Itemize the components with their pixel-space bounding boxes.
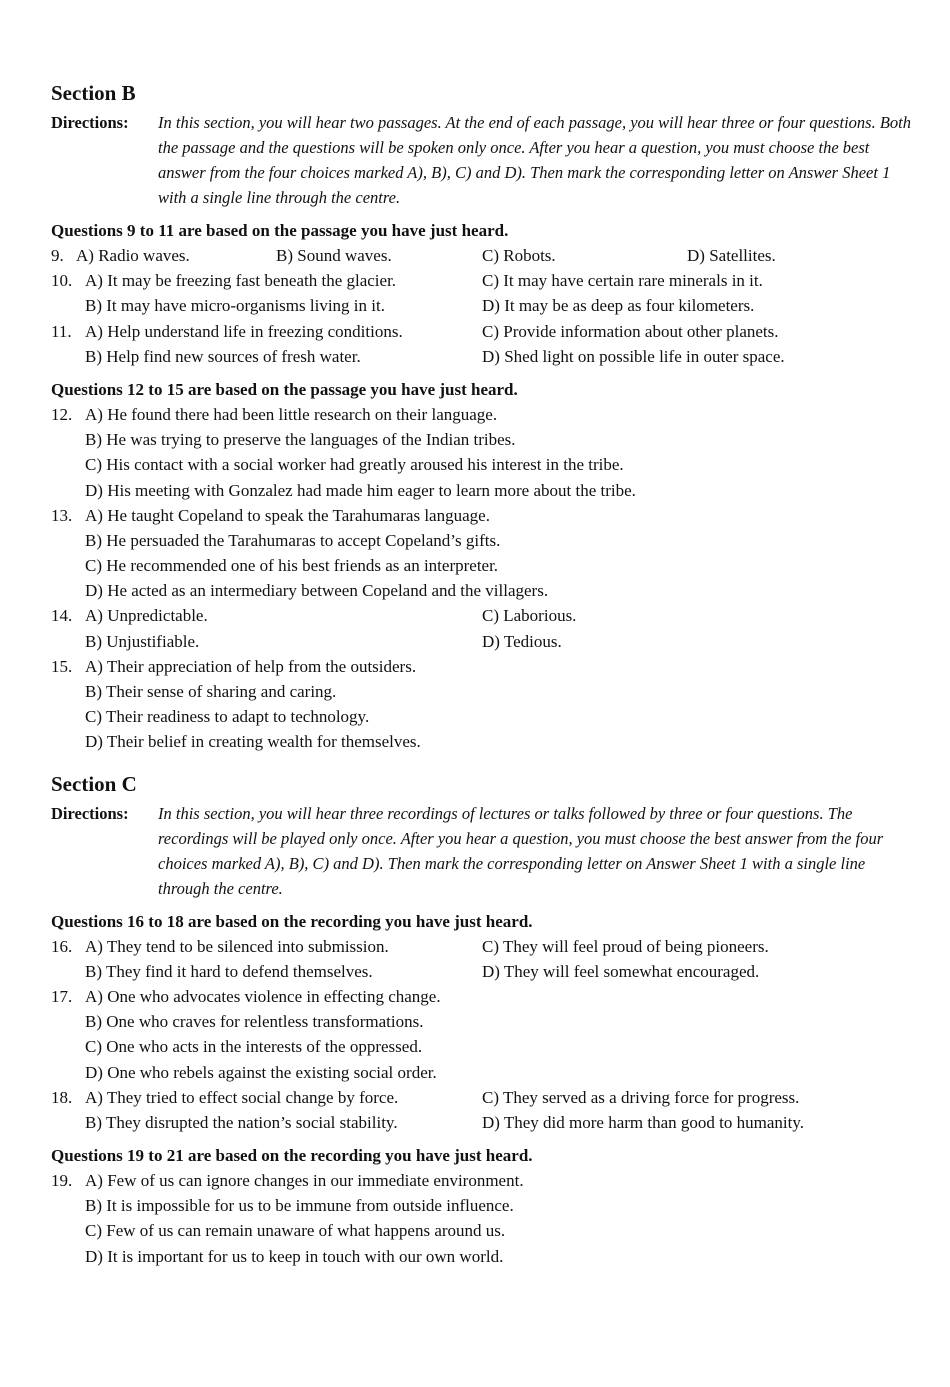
section-c-directions (51, 801, 911, 901)
question-number: 11. (51, 321, 72, 341)
option-b: B) Their sense of sharing and caring. (85, 682, 337, 701)
question-number: 15. (51, 656, 73, 676)
section-b-directions (51, 110, 911, 210)
option-c: C) Few of us can remain unaware of what happens around us. (85, 1221, 506, 1241)
question-group-heading: Questions 16 to 18 are based on the recording you have just heard. (51, 911, 533, 931)
option-c: C) He recommended one of his best friends as an interpreter. (85, 556, 499, 576)
option-d: D) Tedious. (482, 631, 562, 651)
directions-text: In this section, you will hear three recordings of lectures or talks followed by three or four questions. The recordings will be played only once. After you hear a question, you must choose the best answer from the four choices marked A), B), C) and D). Then mark the corresponding letter on Answer Sheet 1 with a single line through the centre. (158, 803, 884, 898)
question-group-heading: Questions 19 to 21 are based on the recording you have just heard. (51, 1146, 533, 1166)
directions-label: Directions: (51, 803, 129, 823)
question-number: 16. (51, 936, 73, 956)
option-c: C) They will feel proud of being pioneers. (482, 936, 769, 956)
question-number: 9. (51, 246, 64, 265)
option-b: B) He persuaded the Tarahumaras to accept Copeland’s gifts. (85, 530, 501, 550)
option-b: B) Sound waves. (276, 246, 392, 265)
section-c-title: Section C (51, 771, 137, 796)
option-d: D) He acted as an intermediary between Copeland and the villagers. (85, 581, 549, 601)
option-a: A) Help understand life in freezing conditions. (85, 321, 403, 341)
option-c: C) They served as a driving force for progress. (482, 1087, 800, 1107)
question-19 (51, 1168, 911, 1269)
option-d: D) They will feel somewhat encouraged. (482, 961, 760, 981)
question-17 (51, 984, 911, 1085)
option-a: A) Few of us can ignore changes in our immediate environment. (85, 1171, 524, 1191)
question-14 (51, 603, 911, 653)
option-b: B) Unjustifiable. (85, 631, 200, 651)
option-a: A) They tried to effect social change by force. (85, 1087, 399, 1107)
option-a: A) Their appreciation of help from the outsiders. (85, 656, 417, 676)
option-d: D) One who rebels against the existing social order. (85, 1062, 437, 1082)
option-b: B) They find it hard to defend themselves. (85, 961, 373, 981)
option-a: A) He found there had been little research on their language. (85, 404, 498, 424)
option-c: C) It may have certain rare minerals in it. (482, 271, 763, 291)
question-number: 12. (51, 404, 73, 424)
option-d: D) It may be as deep as four kilometers. (482, 296, 755, 316)
option-c: C) Provide information about other planets. (482, 321, 779, 341)
question-number: 14. (51, 606, 73, 626)
option-a: A) Radio waves. (76, 246, 190, 265)
option-a: A) One who advocates violence in effecting change. (85, 986, 441, 1006)
directions-label: Directions: (51, 113, 129, 132)
option-b: B) One who craves for relentless transformations. (85, 1012, 424, 1032)
question-group-heading: Questions 9 to 11 are based on the passage you have just heard. (51, 221, 509, 240)
question-15 (51, 654, 911, 755)
question-number: 19. (51, 1171, 73, 1191)
question-10 (51, 268, 911, 318)
option-a: A) Unpredictable. (85, 606, 208, 626)
option-d: D) Shed light on possible life in outer space. (482, 346, 785, 366)
section-b-title: Section B (51, 81, 136, 105)
option-c: C) His contact with a social worker had greatly aroused his interest in the tribe. (85, 455, 624, 475)
question-number: 10. (51, 271, 73, 291)
option-d: D) They did more harm than good to humanity. (482, 1112, 804, 1132)
option-a: A) He taught Copeland to speak the Tarahumaras language. (85, 505, 490, 525)
option-d: D) It is important for us to keep in touch with our own world. (85, 1246, 504, 1266)
option-a: A) It may be freezing fast beneath the glacier. (85, 271, 397, 291)
option-c: C) One who acts in the interests of the oppressed. (85, 1037, 423, 1057)
option-b: B) They disrupted the nation’s social stability. (85, 1112, 398, 1132)
question-number: 13. (51, 505, 73, 525)
option-b: B) Help find new sources of fresh water. (85, 346, 361, 366)
question-group-heading: Questions 12 to 15 are based on the passage you have just heard. (51, 379, 518, 399)
question-13 (51, 503, 911, 604)
option-b: B) It may have micro-organisms living in it. (85, 296, 385, 316)
option-c: C) Robots. (482, 246, 556, 265)
exam-page (51, 80, 911, 1269)
option-d: D) Their belief in creating wealth for themselves. (85, 732, 421, 752)
option-b: B) He was trying to preserve the languages of the Indian tribes. (85, 430, 516, 450)
option-a: A) They tend to be silenced into submission. (85, 936, 389, 956)
question-number: 18. (51, 1087, 73, 1107)
question-9 (51, 243, 911, 268)
question-11 (51, 319, 911, 369)
option-d: D) Satellites. (687, 246, 776, 265)
option-c: C) Laborious. (482, 606, 577, 626)
option-c: C) Their readiness to adapt to technology. (85, 707, 370, 727)
option-d: D) His meeting with Gonzalez had made him eager to learn more about the tribe. (85, 480, 636, 500)
directions-text: In this section, you will hear two passages. At the end of each passage, you will hear three or four questions. Both the passage and the questions will be spoken only once. After you hear a question, you must choose the best answer from the four choices marked A), B), C) and D). Then mark the corresponding letter on Answer Sheet 1 with a single line through the centre. (158, 113, 911, 207)
question-18 (51, 1085, 911, 1135)
question-number: 17. (51, 986, 73, 1006)
question-12 (51, 402, 911, 503)
question-16 (51, 934, 911, 984)
option-b: B) It is impossible for us to be immune from outside influence. (85, 1196, 514, 1216)
